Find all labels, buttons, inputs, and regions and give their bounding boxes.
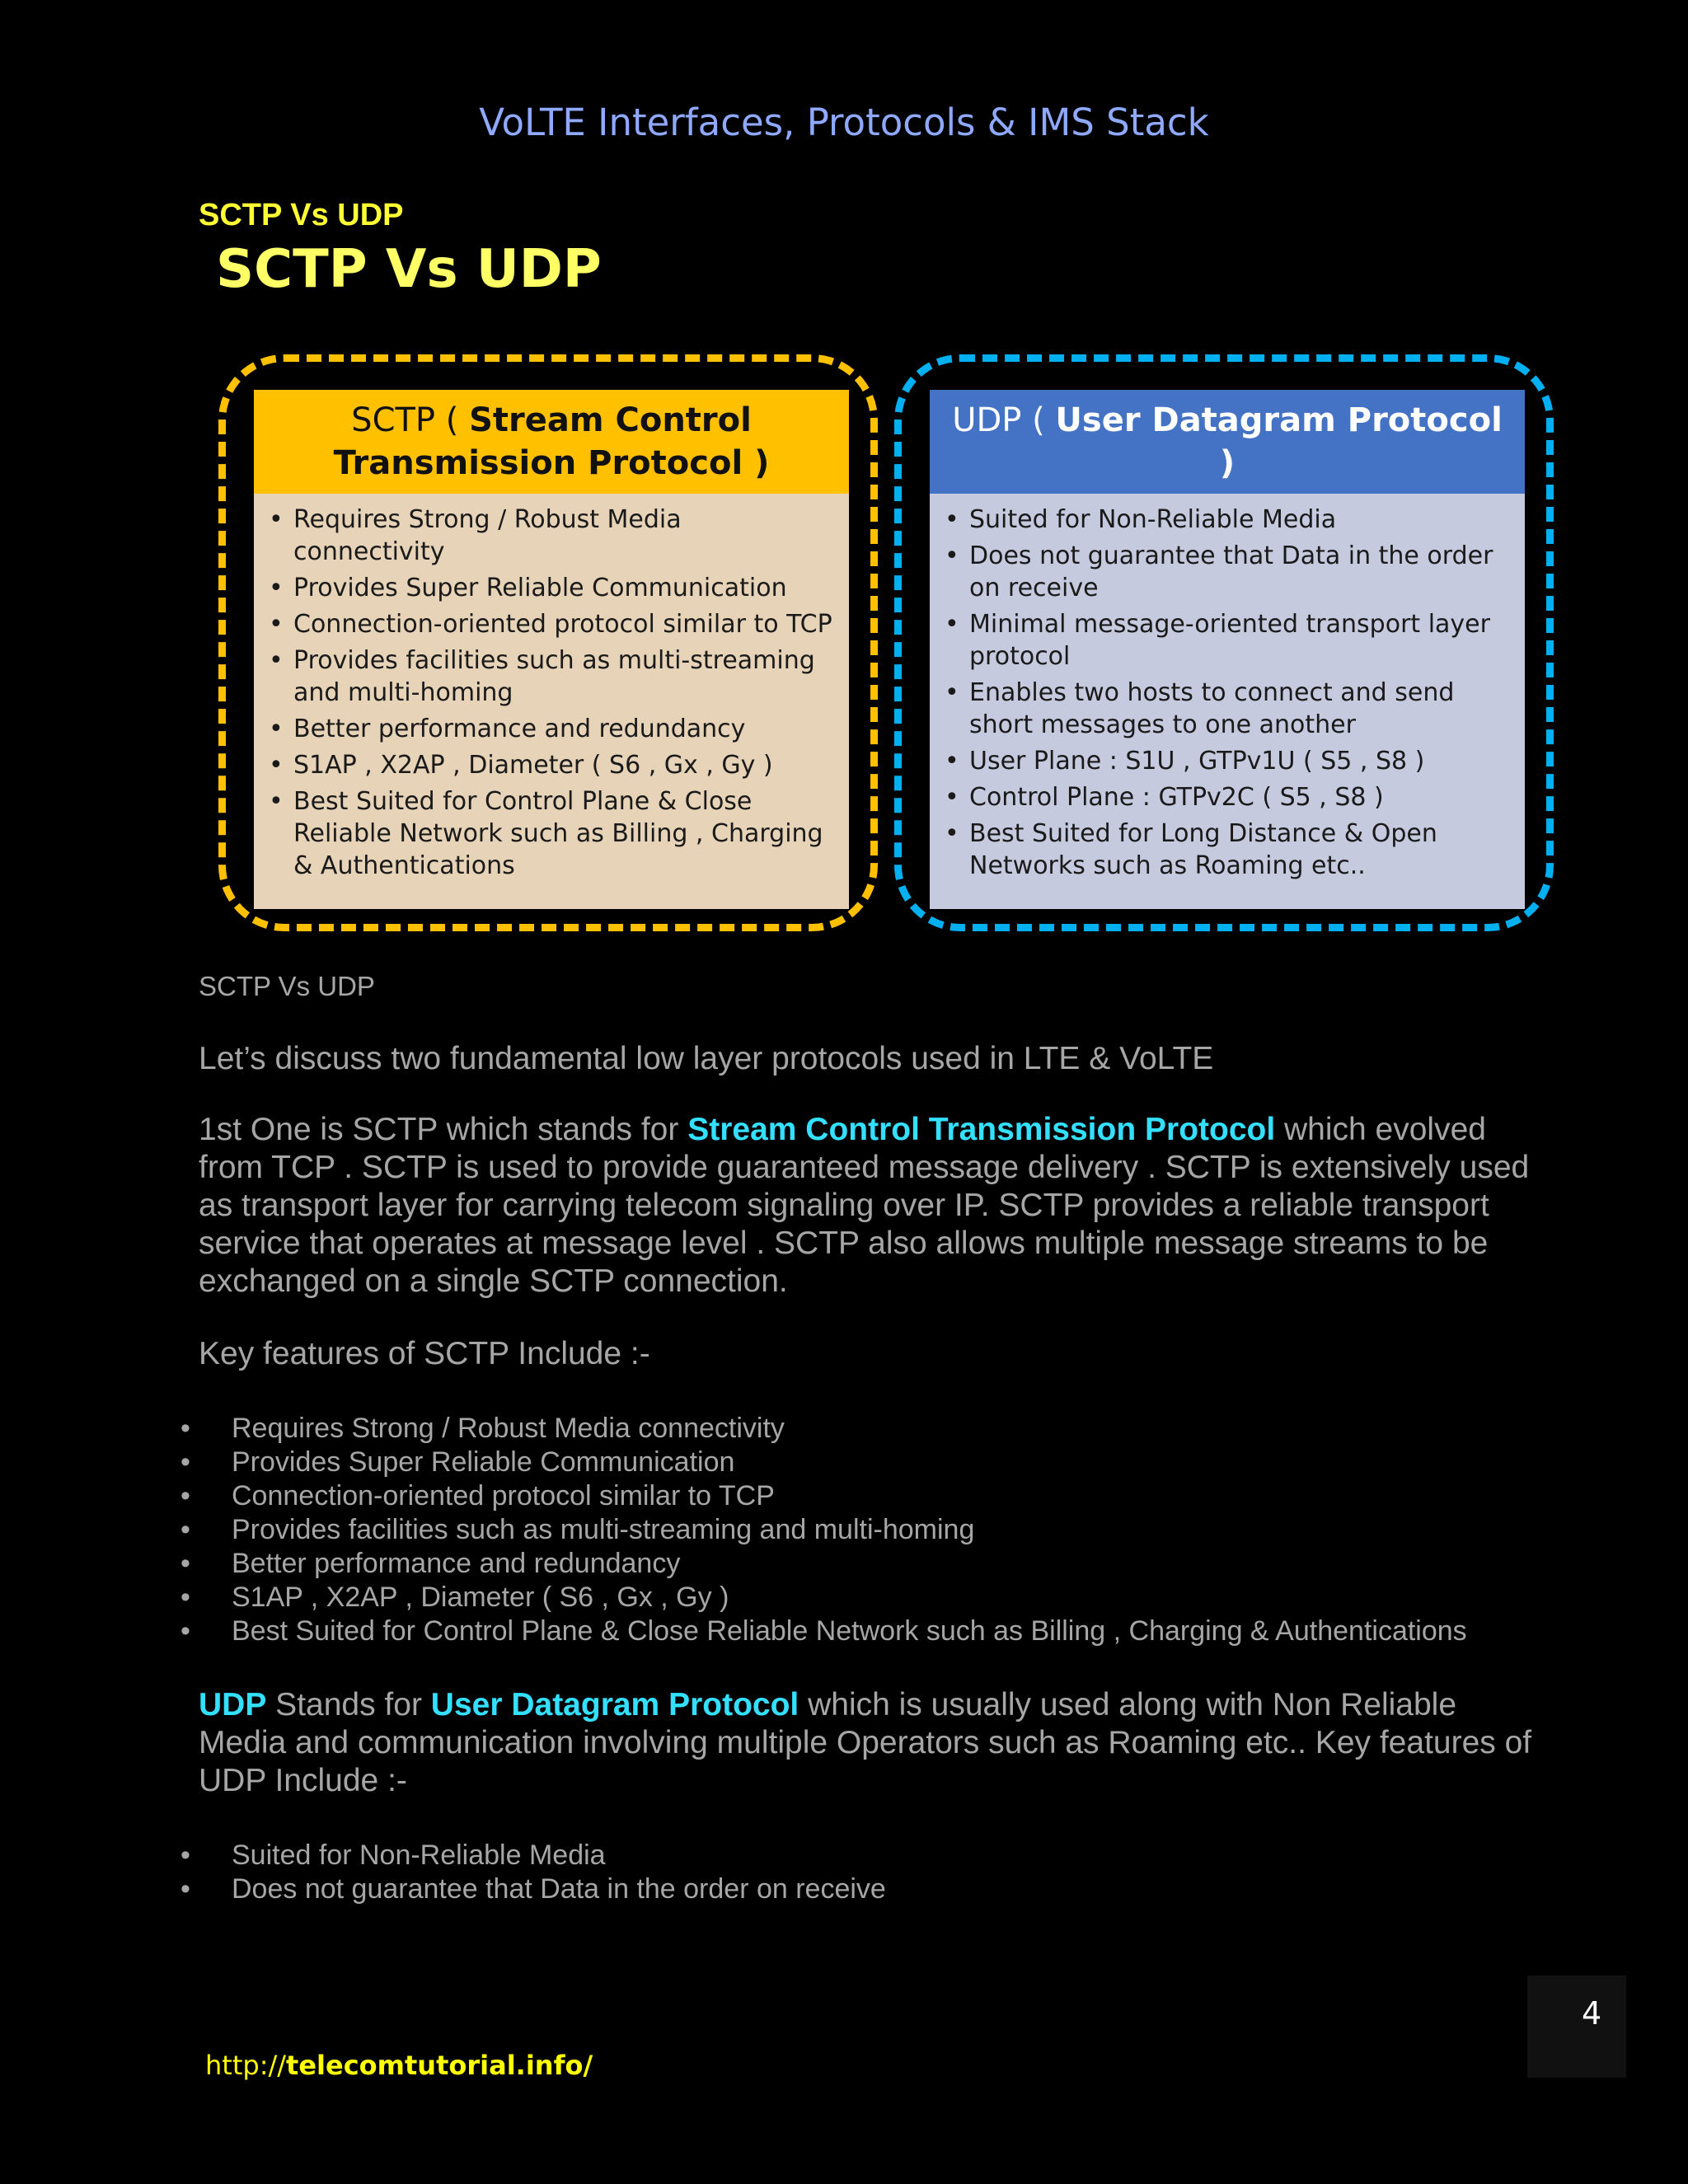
sctp-features-heading: Key features of SCTP Include :- <box>199 1336 650 1371</box>
figure-title: SCTP Vs UDP <box>216 239 602 300</box>
udp-card-item: • Enables two hosts to connect and send short messages to one another <box>969 677 1508 741</box>
sctp-card-item: • Better performance and redundancy <box>293 713 832 745</box>
sctp-paragraph-before: 1st One is SCTP which stands for <box>199 1112 688 1147</box>
sctp-card-item: • Connection-oriented protocol similar to TCP <box>293 608 832 640</box>
footer-url-domain: telecomtutorial.info/ <box>286 2050 593 2081</box>
sctp-card-item: • Provides Super Reliable Communication <box>293 572 832 604</box>
udp-feature-item: • Does not guarantee that Data in the order on receive <box>199 1872 886 1906</box>
sctp-card <box>254 390 849 909</box>
udp-features-list <box>199 1839 886 1906</box>
sctp-card-list <box>254 494 849 882</box>
footer-url[interactable] <box>205 2050 593 2081</box>
sctp-paragraph-after: which evolved from TCP . SCTP is used to provide guaranteed message delivery . SCTP is extensively used as transport layer for carrying telecom signaling over IP. SCTP provides a reliable transport service that operates at message level . SCTP also allows multiple message streams to be exchanged on a single SCTP connection. <box>199 1112 1530 1299</box>
sctp-feature-item: • Best Suited for Control Plane & Close Reliable Network such as Billing , Charging & Authentications <box>199 1615 1467 1648</box>
footer-url-prefix: http:// <box>205 2050 287 2081</box>
figure-caption: SCTP Vs UDP <box>199 971 375 1001</box>
page-number-box <box>1527 1975 1626 2078</box>
udp-card-header-prefix: UDP ( <box>952 401 1056 439</box>
udp-feature-item: • Suited for Non-Reliable Media <box>199 1839 886 1872</box>
udp-card-item: • Best Suited for Long Distance & Open Networks such as Roaming etc.. <box>969 818 1508 882</box>
sctp-features-list <box>199 1412 1467 1648</box>
udp-paragraph <box>199 1686 1550 1800</box>
udp-card-list <box>930 494 1525 882</box>
udp-card-item: • Suited for Non-Reliable Media <box>969 504 1508 536</box>
udp-paragraph-mid: Stands for <box>266 1687 431 1722</box>
comparison-figure <box>198 239 1566 940</box>
page-header: VoLTE Interfaces, Protocols & IMS Stack <box>479 101 1209 144</box>
sctp-card-header-bold: Stream Control Transmission Protocol ) <box>333 401 770 482</box>
page-number: 4 <box>1582 1995 1602 2032</box>
section-heading: SCTP Vs UDP <box>199 198 404 232</box>
udp-card-item: • Does not guarantee that Data in the order on receive <box>969 540 1508 604</box>
sctp-card-header-prefix: SCTP ( <box>351 401 470 439</box>
sctp-feature-item: • Provides facilities such as multi-streaming and multi-homing <box>199 1513 1467 1547</box>
udp-paragraph-highlight: User Datagram Protocol <box>430 1687 799 1722</box>
udp-card <box>930 390 1525 909</box>
sctp-paragraph <box>199 1111 1550 1301</box>
sctp-card-item: • Requires Strong / Robust Media connectivity <box>293 504 832 568</box>
sctp-feature-item: • Connection-oriented protocol similar to TCP <box>199 1479 1467 1513</box>
udp-card-item: • Minimal message-oriented transport layer protocol <box>969 608 1508 673</box>
sctp-feature-item: • Better performance and redundancy <box>199 1547 1467 1581</box>
udp-paragraph-abbr: UDP <box>199 1687 267 1722</box>
sctp-card-item: • Best Suited for Control Plane & Close Reliable Network such as Billing , Charging & Authentications <box>293 785 832 882</box>
sctp-feature-item: • Requires Strong / Robust Media connectivity <box>199 1412 1467 1446</box>
sctp-card-item: • Provides facilities such as multi-streaming and multi-homing <box>293 644 832 709</box>
sctp-feature-item: • Provides Super Reliable Communication <box>199 1446 1467 1479</box>
sctp-paragraph-highlight: Stream Control Transmission Protocol <box>687 1112 1276 1147</box>
sctp-card-item: • S1AP , X2AP , Diameter ( S6 , Gx , Gy ) <box>293 749 832 781</box>
udp-card-item: • User Plane : S1U , GTPv1U ( S5 , S8 ) <box>969 745 1508 777</box>
udp-card-item: • Control Plane : GTPv2C ( S5 , S8 ) <box>969 781 1508 813</box>
udp-card-header-bold: User Datagram Protocol ) <box>1055 401 1503 482</box>
sctp-feature-item: • S1AP , X2AP , Diameter ( S6 , Gx , Gy ) <box>199 1581 1467 1615</box>
intro-paragraph: Let’s discuss two fundamental low layer protocols used in LTE & VoLTE <box>199 1041 1214 1076</box>
sctp-card-header <box>254 390 849 494</box>
udp-card-header <box>930 390 1525 494</box>
udp-paragraph-after: which is usually used along with Non Reliable Media and communication involving multiple Operators such as Roaming etc.. Key features of UDP Include :- <box>199 1687 1532 1798</box>
